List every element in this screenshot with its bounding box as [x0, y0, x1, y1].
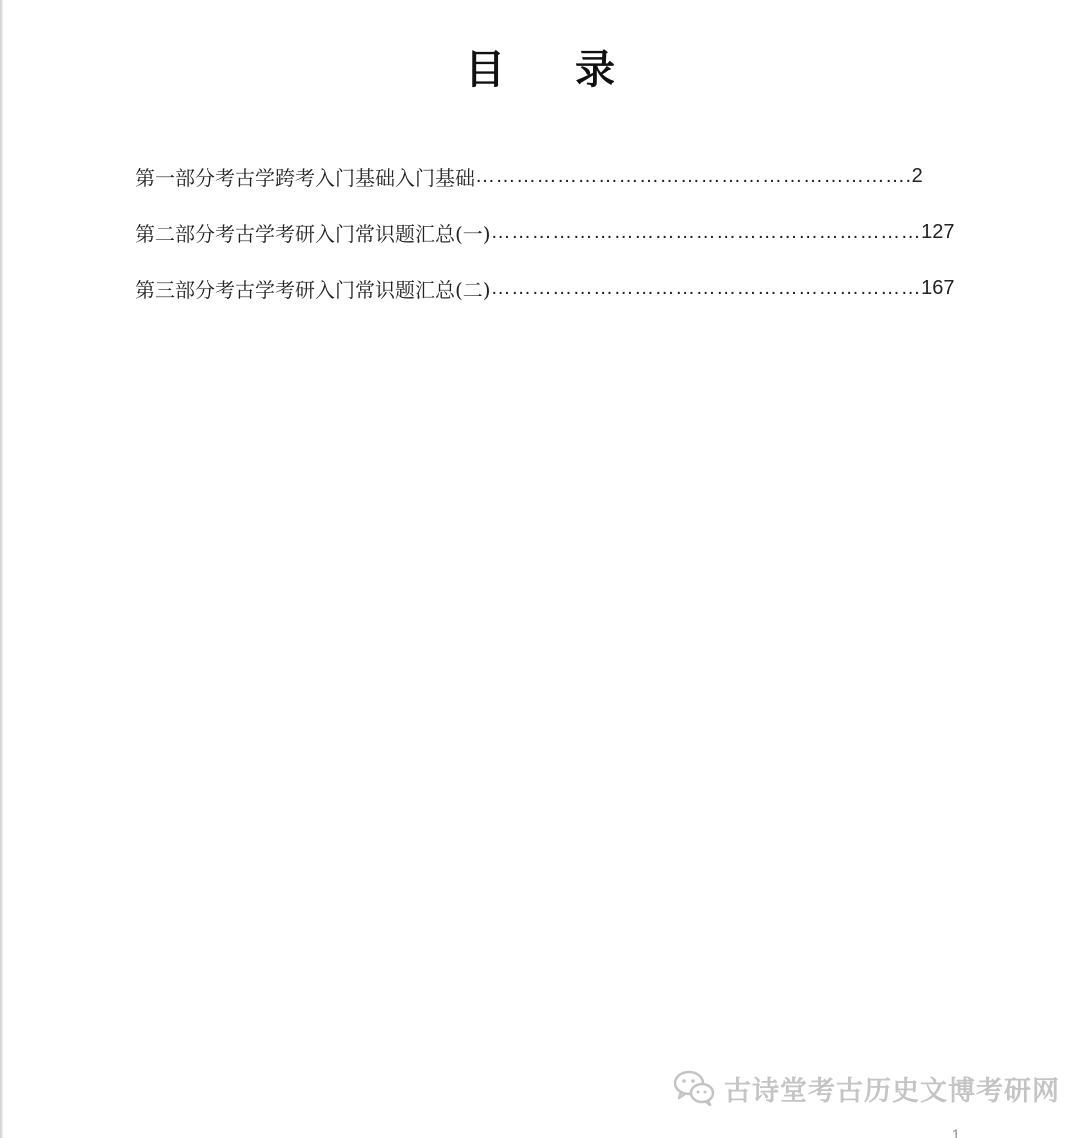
toc-entry-leader: ………………………………………………………: [490, 220, 922, 243]
toc-entry-3[interactable]: [135, 260, 1015, 316]
toc-entry-leader: ……………………………………………………….: [475, 164, 912, 187]
table-of-contents: [135, 148, 1015, 316]
toc-entry-1[interactable]: [135, 148, 1015, 204]
page-edge-shadow: [0, 0, 3, 1138]
wechat-icon: [672, 1068, 716, 1108]
watermark: [672, 1068, 1060, 1108]
page-number: 1: [952, 1126, 960, 1138]
toc-entry-page: 167: [921, 276, 955, 299]
toc-entry-page: 127: [921, 220, 955, 243]
toc-entry-page: 2: [911, 164, 923, 187]
toc-entry-leader: ………………………………………………………: [490, 276, 922, 299]
toc-entry-2[interactable]: [135, 204, 1015, 260]
toc-entry-label: 第一部分考古学跨考入门基础入门基础: [135, 165, 475, 190]
toc-entry-label: 第三部分考古学考研入门常识题汇总(二): [135, 277, 491, 302]
toc-entry-label: 第二部分考古学考研入门常识题汇总(一): [135, 221, 491, 246]
watermark-text: 古诗堂考古历史文博考研网: [724, 1075, 1060, 1107]
page-title: 目 录: [465, 47, 643, 93]
